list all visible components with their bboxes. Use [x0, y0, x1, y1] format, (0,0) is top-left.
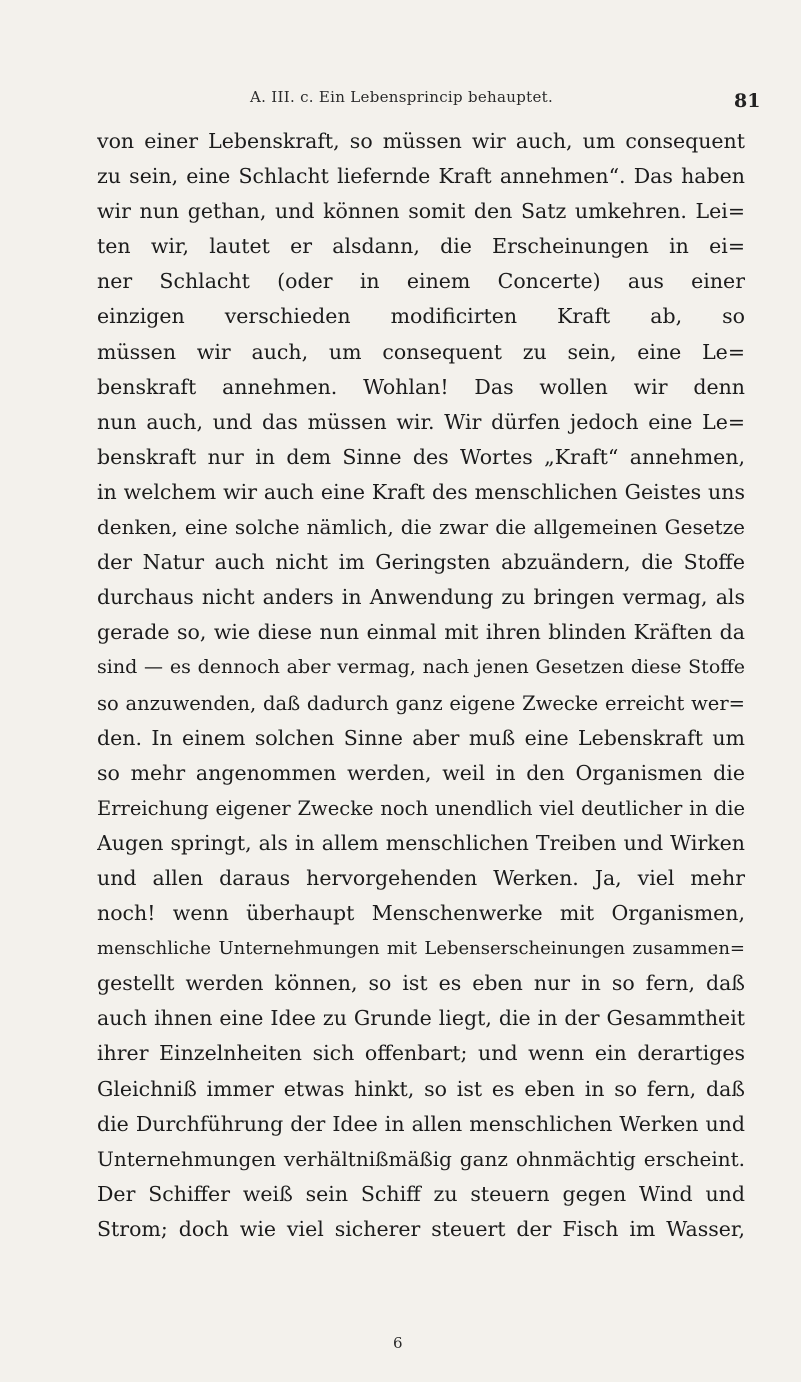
text-line: benskraft nur in dem Sinne des Wortes „Kraft“ annehmen, — [97, 444, 745, 469]
text-line: nun auch, und das müssen wir. Wir dürfen jedoch eine Le= — [97, 409, 745, 434]
text-line: Erreichung eigener Zwecke noch unendlich viel deutlicher in die — [97, 796, 745, 820]
body-text — [97, 124, 745, 1247]
text-line: so mehr angenommen werden, weil in den Organismen die — [97, 760, 745, 785]
text-line: ten wir, lautet er alsdann, die Erscheinungen in ei= — [97, 234, 745, 259]
text-line: der Natur auch nicht im Geringsten abzuändern, die Stoffe — [97, 550, 745, 575]
text-line: Strom; doch wie viel sicherer steuert der Fisch im Wasser, — [97, 1216, 745, 1241]
text-line: Der Schiffer weiß sein Schiff zu steuern gegen Wind und — [97, 1181, 745, 1206]
text-line: menschliche Unternehmungen mit Lebenserscheinungen zusammen= — [97, 938, 745, 960]
text-line: von einer Lebenskraft, so müssen wir auch, um consequent — [97, 129, 745, 153]
text-line: Unternehmungen verhältnißmäßig ganz ohnmächtig erscheint. — [97, 1146, 745, 1171]
signature-mark: 6 — [393, 1334, 403, 1352]
text-line: gerade so, wie diese nun einmal mit ihren blinden Kräften da — [97, 620, 745, 645]
text-line: auch ihnen eine Idee zu Grunde liegt, die in der Gesammtheit — [97, 1006, 745, 1031]
text-line: Gleichniß immer etwas hinkt, so ist es eben in so fern, daß — [97, 1076, 745, 1101]
text-line: einzigen verschieden modificirten Kraft ab, so — [97, 304, 745, 329]
text-line: zu sein, eine Schlacht liefernde Kraft annehmen“. Das haben — [97, 164, 745, 189]
text-line: Augen springt, als in allem menschlichen Treiben und Wirken — [97, 830, 745, 855]
text-line: müssen wir auch, um consequent zu sein, eine Le= — [97, 339, 745, 364]
text-line: gestellt werden können, so ist es eben nur in so fern, daß — [97, 971, 745, 996]
page-number: 81 — [734, 90, 761, 112]
text-line: sind — es dennoch aber vermag, nach jenen Gesetzen diese Stoffe — [97, 656, 745, 679]
text-line: benskraft annehmen. Wohlan! Das wollen wir denn — [97, 374, 745, 399]
text-line: und allen daraus hervorgehenden Werken. Ja, viel mehr — [97, 865, 745, 890]
running-head: A. III. c. Ein Lebensprincip behauptet. — [250, 88, 554, 106]
text-line: durchaus nicht anders in Anwendung zu bringen vermag, als — [97, 585, 745, 610]
text-line: denken, eine solche nämlich, die zwar die allgemeinen Gesetze — [97, 515, 745, 540]
text-line: den. In einem solchen Sinne aber muß eine Lebenskraft um — [97, 725, 745, 750]
text-line: die Durchführung der Idee in allen menschlichen Werken und — [97, 1111, 745, 1136]
text-line: ihrer Einzelnheiten sich offenbart; und wenn ein derartiges — [97, 1041, 745, 1066]
text-line: so anzuwenden, daß dadurch ganz eigene Zwecke erreicht wer= — [97, 691, 745, 715]
text-line: ner Schlacht (oder in einem Concerte) aus einer — [97, 269, 745, 294]
text-line: in welchem wir auch eine Kraft des menschlichen Geistes uns — [97, 479, 745, 504]
text-line: noch! wenn überhaupt Menschenwerke mit Organismen, — [97, 901, 745, 926]
text-line: wir nun gethan, und können somit den Satz umkehren. Lei= — [97, 199, 745, 224]
